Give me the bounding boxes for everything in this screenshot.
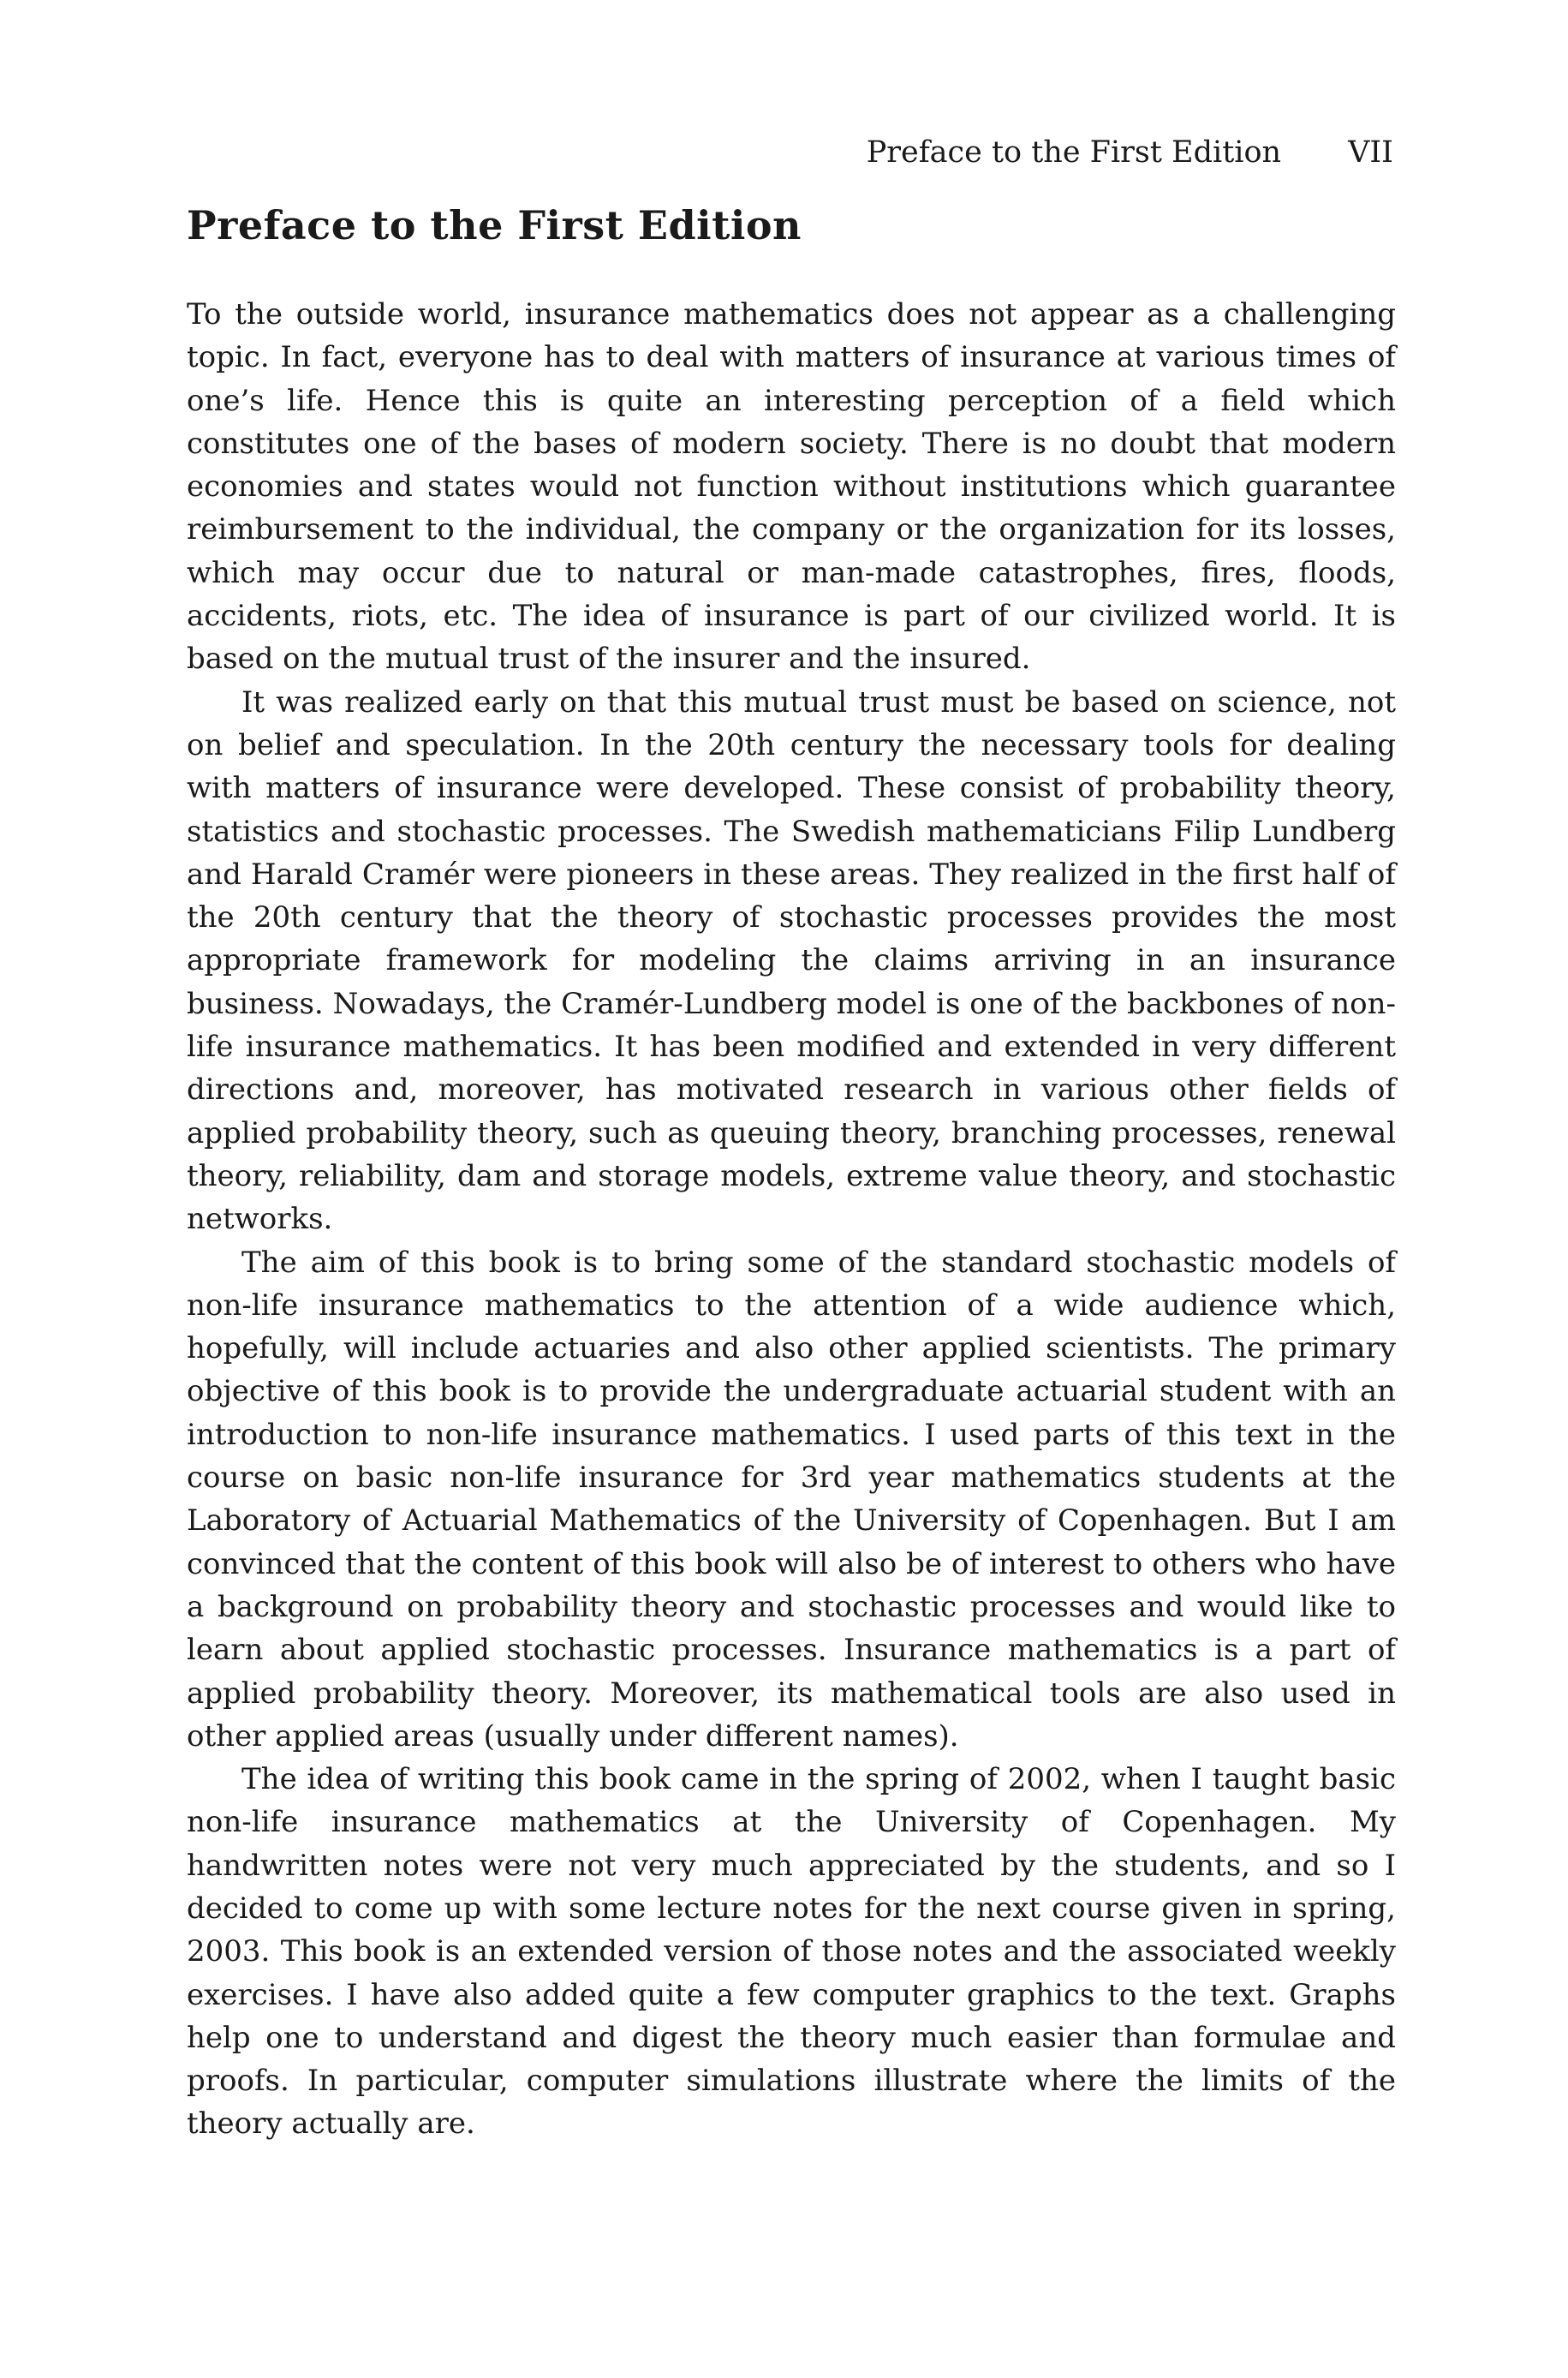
- chapter-title: Preface to the First Edition: [187, 202, 802, 248]
- running-head-title: Preface to the First Edition: [866, 135, 1282, 170]
- paragraph: The idea of writing this book came in the spring of 2002, when I taught basic non-life insurance mathematics at the University of Copenhagen. My handwritten notes were not very much appreciated by the students, and so I decided to come up with some lecture notes for the next course given in spring, 2003. This book is an extended version of those notes and the associated weekly exercises. I have also added quite a few computer graphics to the text. Graphs help one to understand and digest the theory much easier than formulae and proofs. In particular, computer simulations illustrate where the limits of the theory actually are.: [187, 1762, 1396, 2142]
- paragraph: The aim of this book is to bring some of the standard stochastic models of non-life insurance mathematics to the attention of a wide audience which, hopefully, will include actuaries and also other applied scientists. The primary objective of this book is to provide the undergraduate actuarial student with an introduction to non-life insurance mathematics. I used parts of this text in the course on basic non-life insurance for 3rd year mathematics students at the Laboratory of Actuarial Mathematics of the University of Copenhagen. But I am convinced that the content of this book will also be of interest to others who have a background on probability theory and stochastic processes and would like to learn about applied stochastic processes. Insurance mathematics is a part of applied probability theory. Moreover, its mathematical tools are also used in other applied areas (usually under different names).: [187, 1245, 1396, 1754]
- page-number: VII: [1348, 135, 1393, 170]
- preface-body: [187, 293, 1396, 2146]
- running-head: [867, 134, 1393, 171]
- paragraph: To the outside world, insurance mathematics does not appear as a challenging topic. In fact, everyone has to deal with matters of insurance at various times of one’s life. Hence this is quite an interesting perception of a field which constitutes one of the bases of modern society. There is no doubt that modern economies and states would not function without institutions which guarantee reimbursement to the individual, the company or the organization for its losses, which may occur due to natural or man-made catastrophes, fires, floods, accidents, riots, etc. The idea of insurance is part of our civilized world. It is based on the mutual trust of the insurer and the insured.: [187, 297, 1396, 677]
- paragraph: It was realized early on that this mutual trust must be based on science, not on belief and speculation. In the 20th century the necessary tools for dealing with matters of insurance were developed. These consist of probability theory, statistics and stochastic processes. The Swedish mathematicians Filip Lundberg and Harald Cramér were pioneers in these areas. They realized in the first half of the 20th century that the theory of stochastic processes provides the most appropriate framework for modeling the claims arriving in an insurance business. Nowadays, the Cramér-Lundberg model is one of the backbones of non-life insurance mathematics. It has been modified and extended in very different directions and, moreover, has motivated research in various other fields of applied probability theory, such as queuing theory, branching processes, renewal theory, reliability, dam and storage models, extreme value theory, and stochastic networks.: [187, 684, 1396, 1237]
